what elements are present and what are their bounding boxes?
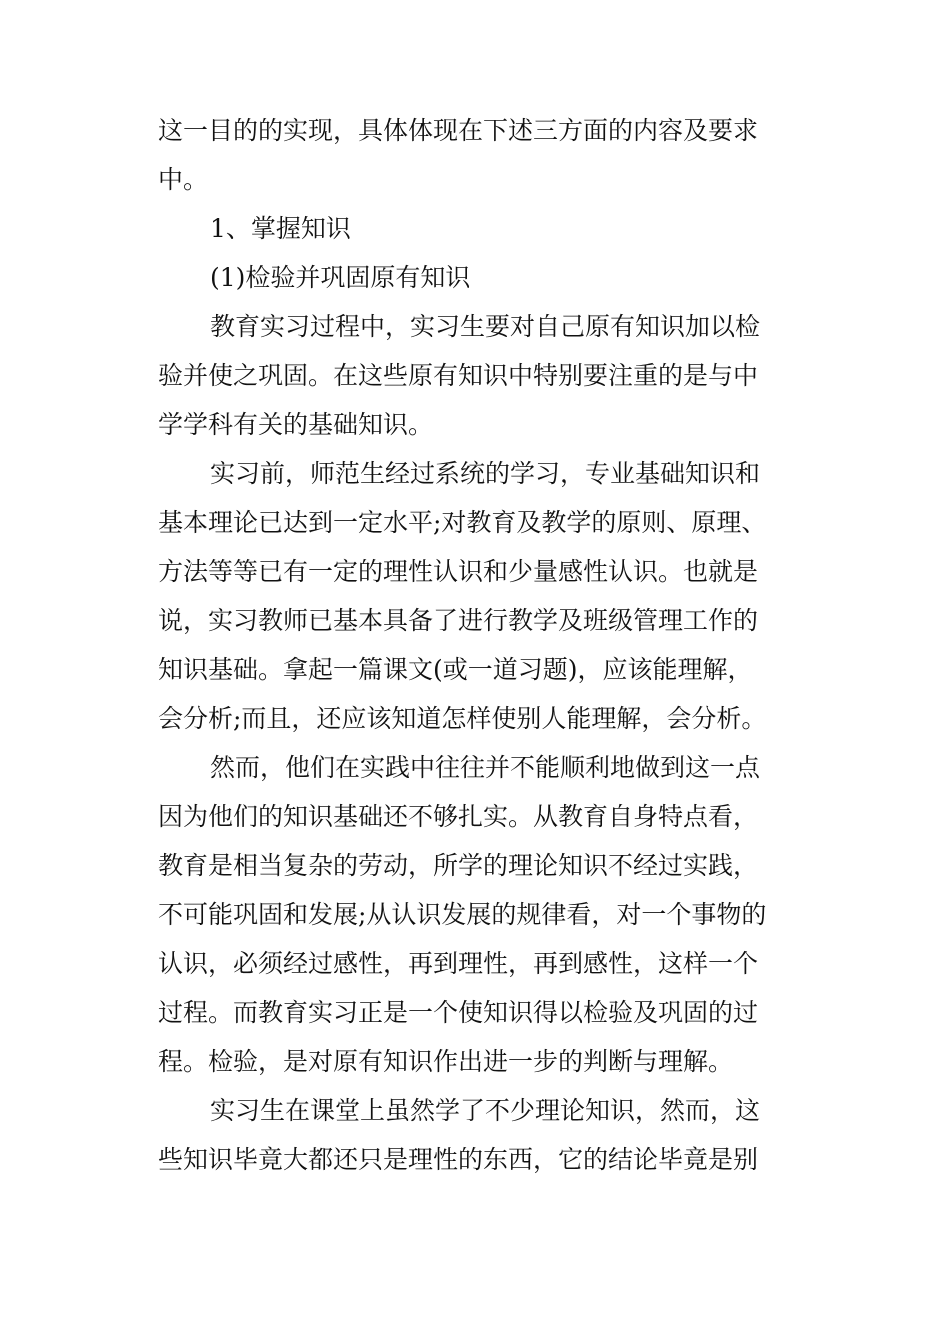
text-line: 说，实习教师已基本具备了进行教学及班级管理工作的 bbox=[158, 606, 759, 635]
text-line: 认识，必须经过感性，再到理性，再到感性，这样一个 bbox=[158, 949, 759, 978]
text-line: 教育实习过程中，实习生要对自己原有知识加以检 bbox=[210, 312, 761, 341]
subsection-heading: (1)检验并巩固原有知识 bbox=[210, 263, 471, 292]
text-line: 程。检验，是对原有知识作出进一步的判断与理解。 bbox=[158, 1047, 734, 1076]
text-line: 实习生在课堂上虽然学了不少理论知识，然而，这 bbox=[210, 1096, 761, 1125]
text-line: 基本理论已达到一定水平;对教育及教学的原则、原理、 bbox=[158, 508, 767, 537]
text-line: 然而，他们在实践中往往并不能顺利地做到这一点 bbox=[210, 753, 761, 782]
text-line: 这一目的的实现，具体体现在下述三方面的内容及要求 bbox=[158, 116, 759, 145]
section-heading: 1、掌握知识 bbox=[210, 214, 351, 243]
text-line: 中。 bbox=[158, 165, 209, 194]
text-line: 会分析;而且，还应该知道怎样使别人能理解，会分析。 bbox=[158, 704, 767, 733]
text-line: 实习前，师范生经过系统的学习，专业基础知识和 bbox=[210, 459, 761, 488]
text-line: 教育是相当复杂的劳动，所学的理论知识不经过实践， bbox=[158, 851, 759, 880]
text-line: 因为他们的知识基础还不够扎实。从教育自身特点看， bbox=[158, 802, 759, 831]
text-line: 不可能巩固和发展;从认识发展的规律看，对一个事物的 bbox=[158, 900, 767, 929]
body-text bbox=[158, 106, 798, 1184]
text-line: 过程。而教育实习正是一个使知识得以检验及巩固的过 bbox=[158, 998, 759, 1027]
text-line: 知识基础。拿起一篇课文(或一道习题)，应该能理解， bbox=[158, 655, 753, 684]
text-line: 验并使之巩固。在这些原有知识中特别要注重的是与中 bbox=[158, 361, 759, 390]
text-line: 些知识毕竟大都还只是理性的东西，它的结论毕竟是别 bbox=[158, 1145, 759, 1174]
text-line: 方法等等已有一定的理性认识和少量感性认识。也就是 bbox=[158, 557, 759, 586]
text-line: 学学科有关的基础知识。 bbox=[158, 410, 434, 439]
